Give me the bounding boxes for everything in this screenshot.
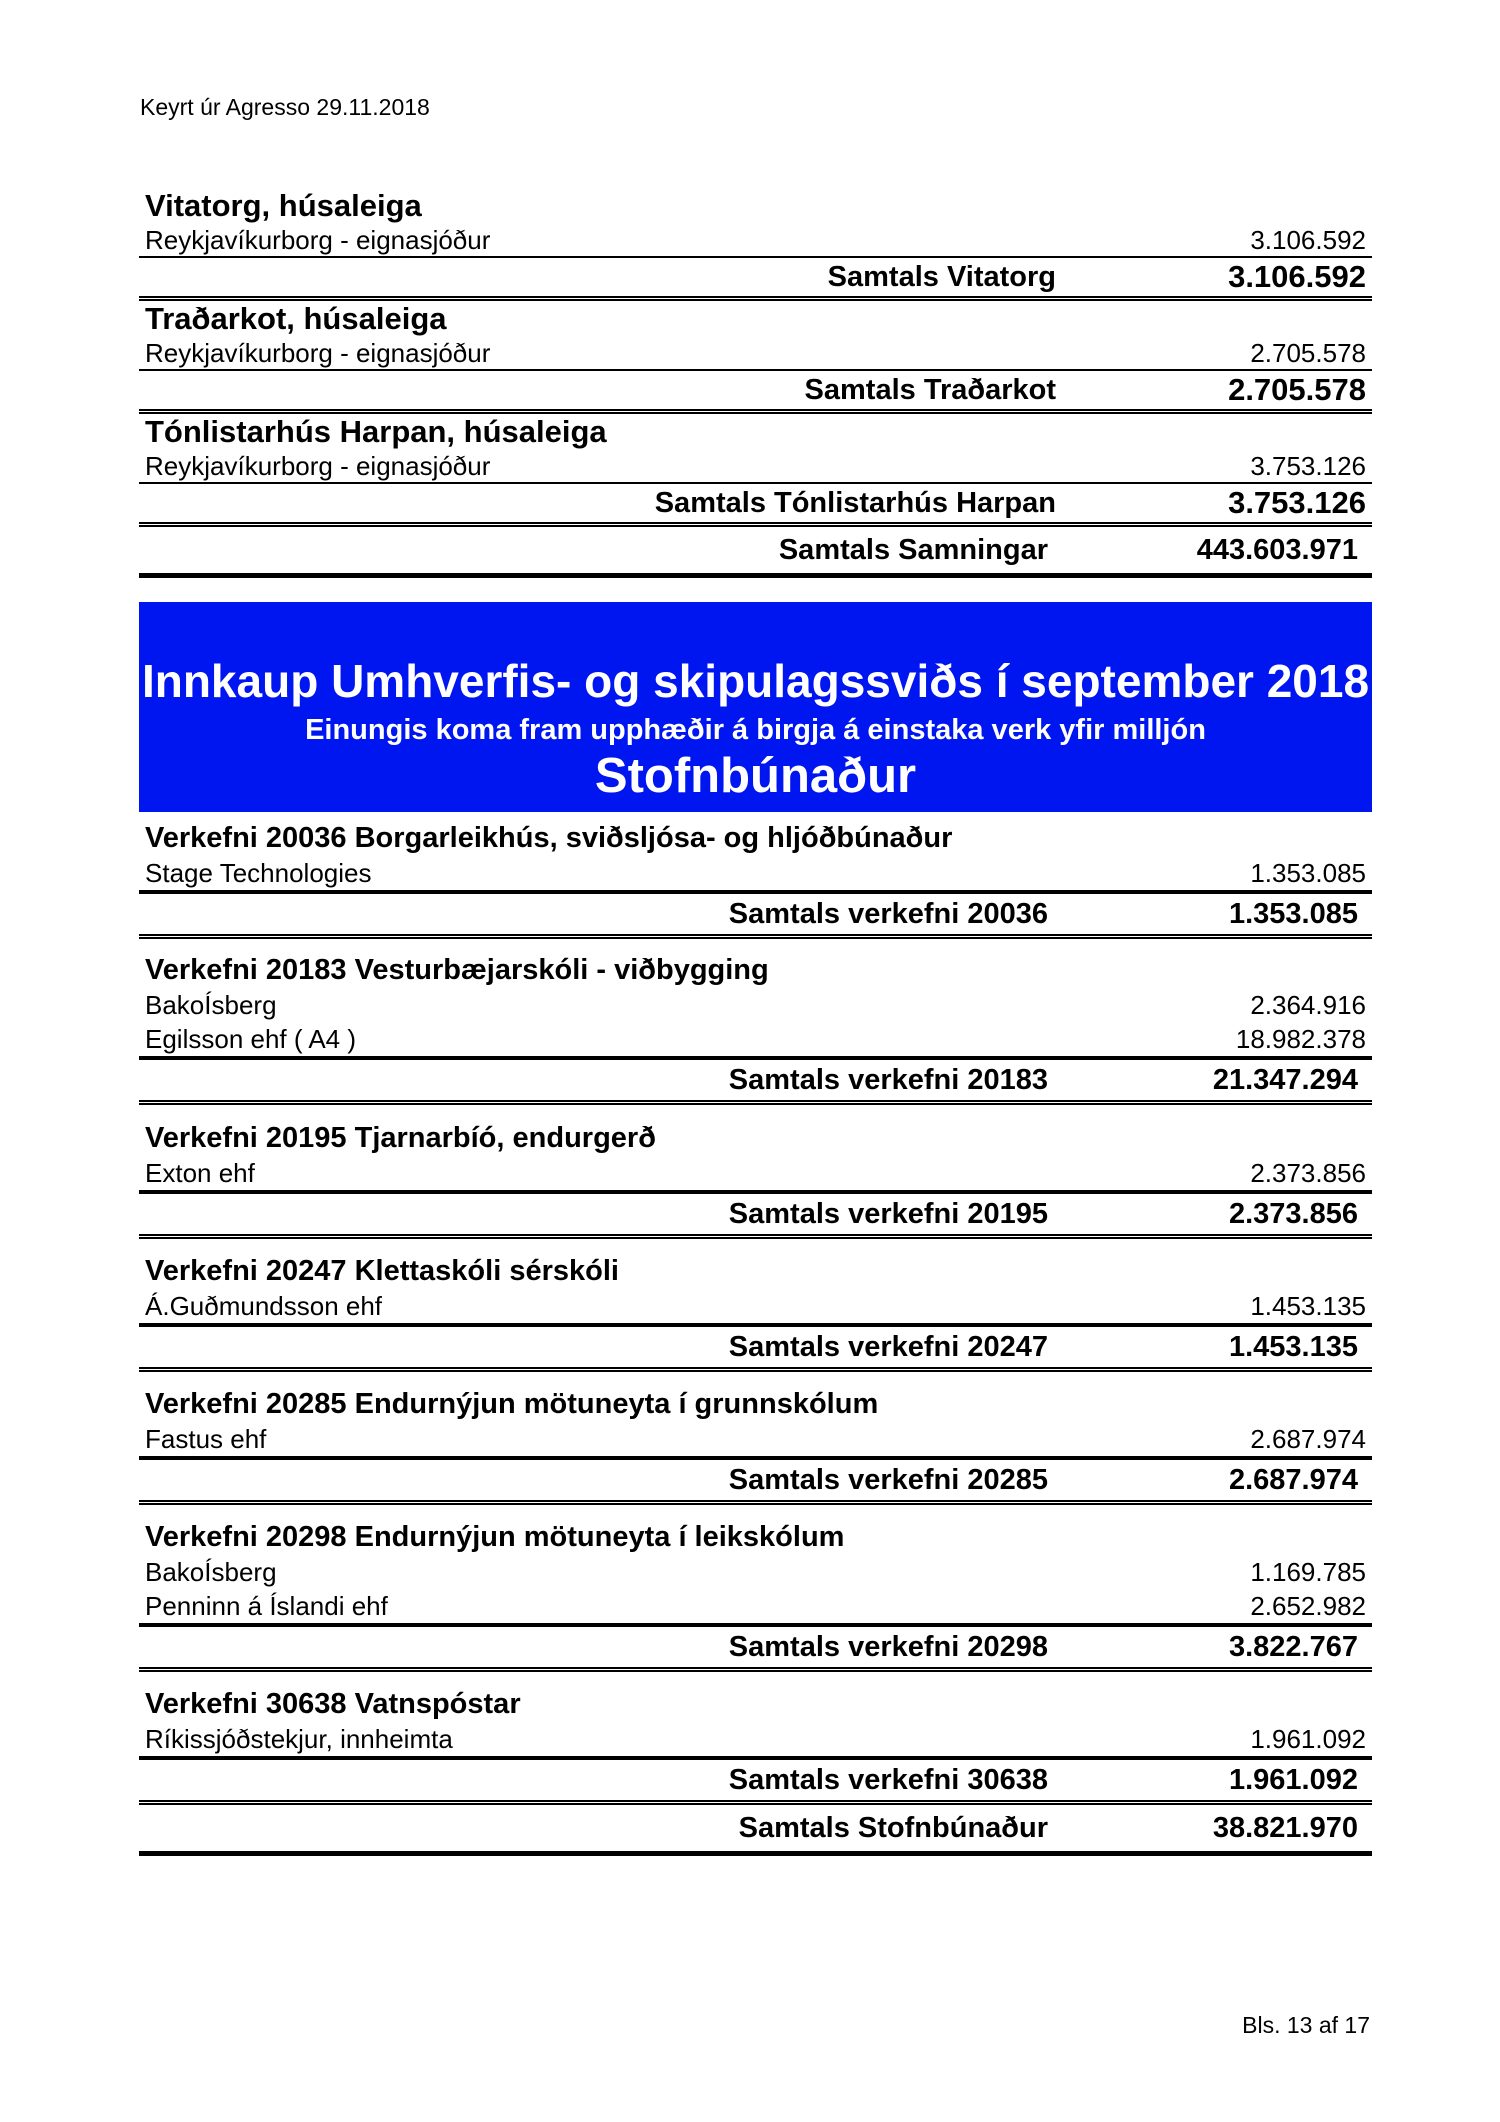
vendor-name: Penninn á Íslandi ehf: [145, 1591, 388, 1621]
total-label: Samtals Vitatorg: [827, 261, 1056, 293]
banner-category: Stofnbúnaður: [594, 749, 917, 803]
line-item: [139, 1289, 1372, 1325]
project-20195: [139, 1120, 1372, 1239]
stofnbunadur-grand-total: [139, 1805, 1372, 1856]
section-title: Tónlistarhús Harpan, húsaleiga: [145, 414, 607, 449]
total-label: Samtals verkefni 30638: [728, 1764, 1048, 1796]
section-total: [139, 371, 1372, 414]
total-label: Samtals Tónlistarhús Harpan: [654, 487, 1056, 519]
vendor-name: Ríkissjóðstekjur, innheimta: [145, 1724, 453, 1754]
line-amount: 2.687.974: [1250, 1424, 1366, 1454]
rent-contracts: [139, 188, 1372, 578]
total-amount: 3.753.126: [1228, 485, 1366, 520]
project-title: Verkefni 20183 Vesturbæjarskóli - viðbygging: [145, 954, 769, 986]
line-item: [139, 856, 1372, 892]
line-item: [139, 988, 1372, 1022]
project-30638: [139, 1686, 1372, 1856]
section-total: [139, 484, 1372, 527]
rent-section-tradarkot: [139, 301, 1372, 414]
total-label: Samtals Traðarkot: [804, 374, 1056, 406]
project-title: Verkefni 20247 Klettaskóli sérskóli: [145, 1255, 619, 1287]
total-amount: 21.347.294: [1212, 1064, 1358, 1096]
line-amount: 2.652.982: [1250, 1591, 1366, 1621]
project-title: Verkefni 30638 Vatnspóstar: [145, 1688, 521, 1720]
project-20183: [139, 952, 1372, 1105]
line-amount: 2.364.916: [1250, 990, 1366, 1020]
total-amount: 1.353.085: [1228, 898, 1358, 930]
vendor-name: Reykjavíkurborg - eignasjóður: [145, 225, 491, 255]
rent-section-harpan: [139, 414, 1372, 527]
rent-section-vitatorg: [139, 188, 1372, 301]
section-title: Vitatorg, húsaleiga: [145, 188, 422, 223]
line-item: [139, 1589, 1372, 1625]
banner-subtitle: Einungis koma fram upphæðir á birgja á einstaka verk yfir milljón: [305, 714, 1206, 746]
line-item: [139, 1422, 1372, 1458]
grand-total-amount: 38.821.970: [1212, 1812, 1358, 1844]
project-20298: [139, 1519, 1372, 1672]
project-total: [139, 1625, 1372, 1672]
total-label: Samtals verkefni 20247: [728, 1331, 1048, 1363]
vendor-name: Fastus ehf: [145, 1424, 267, 1454]
line-item: [139, 337, 1372, 371]
project-total: [139, 1758, 1372, 1805]
total-label: Samtals verkefni 20298: [728, 1631, 1048, 1663]
line-amount: 2.373.856: [1250, 1158, 1366, 1188]
project-title: Verkefni 20036 Borgarleikhús, sviðsljósa- og hljóðbúnaður: [145, 822, 953, 854]
total-amount: 3.106.592: [1228, 259, 1366, 294]
line-item: [139, 1722, 1372, 1758]
project-total: [139, 1325, 1372, 1372]
project-20247: [139, 1253, 1372, 1372]
vendor-name: Reykjavíkurborg - eignasjóður: [145, 338, 491, 368]
total-amount: 2.373.856: [1228, 1198, 1358, 1230]
grand-total-label: Samtals Stofnbúnaður: [738, 1812, 1048, 1844]
grand-total-amount: 443.603.971: [1196, 534, 1358, 566]
line-item: [139, 450, 1372, 484]
total-label: Samtals verkefni 20195: [728, 1198, 1048, 1230]
project-title: Verkefni 20298 Endurnýjun mötuneyta í leikskólum: [145, 1521, 845, 1553]
total-amount: 3.822.767: [1228, 1631, 1358, 1663]
total-amount: 2.705.578: [1228, 372, 1366, 407]
project-20036: [139, 820, 1372, 939]
grand-total-label: Samtals Samningar: [778, 534, 1048, 566]
line-item: [139, 224, 1372, 258]
line-amount: 3.753.126: [1250, 451, 1366, 481]
line-amount: 1.453.135: [1250, 1291, 1366, 1321]
total-amount: 1.961.092: [1228, 1764, 1358, 1796]
vendor-name: BakoÍsberg: [145, 990, 277, 1020]
line-amount: 3.106.592: [1250, 225, 1366, 255]
project-title: Verkefni 20285 Endurnýjun mötuneyta í grunnskólum: [145, 1388, 879, 1420]
vendor-name: BakoÍsberg: [145, 1557, 277, 1587]
total-label: Samtals verkefni 20285: [728, 1464, 1048, 1496]
vendor-name: Exton ehf: [145, 1158, 255, 1188]
project-title: Verkefni 20195 Tjarnarbíó, endurgerð: [145, 1122, 656, 1154]
total-amount: 1.453.135: [1228, 1331, 1358, 1363]
banner-title: Innkaup Umhverfis- og skipulagssviðs í september 2018: [141, 655, 1370, 707]
line-amount: 1.353.085: [1250, 858, 1366, 888]
samningar-grand-total: [139, 527, 1372, 578]
total-amount: 2.687.974: [1228, 1464, 1358, 1496]
purchases-banner: [139, 602, 1372, 812]
line-amount: 18.982.378: [1235, 1024, 1366, 1054]
line-item: [139, 1156, 1372, 1192]
page-number: Bls. 13 af 17: [1242, 2012, 1370, 2038]
line-item: [139, 1555, 1372, 1589]
line-item: [139, 1022, 1372, 1058]
line-amount: 1.169.785: [1250, 1557, 1366, 1587]
section-total: [139, 258, 1372, 301]
project-total: [139, 892, 1372, 939]
total-label: Samtals verkefni 20183: [728, 1064, 1048, 1096]
vendor-name: Reykjavíkurborg - eignasjóður: [145, 451, 491, 481]
vendor-name: Á.Guðmundsson ehf: [145, 1291, 383, 1321]
vendor-name: Egilsson ehf ( A4 ): [145, 1024, 356, 1054]
project-20285: [139, 1386, 1372, 1505]
vendor-name: Stage Technologies: [145, 858, 372, 888]
project-total: [139, 1192, 1372, 1239]
total-label: Samtals verkefni 20036: [728, 898, 1048, 930]
line-amount: 1.961.092: [1250, 1724, 1366, 1754]
section-title: Traðarkot, húsaleiga: [145, 301, 447, 336]
project-total: [139, 1458, 1372, 1505]
project-total: [139, 1058, 1372, 1105]
report-header: Keyrt úr Agresso 29.11.2018: [140, 94, 430, 120]
line-amount: 2.705.578: [1250, 338, 1366, 368]
